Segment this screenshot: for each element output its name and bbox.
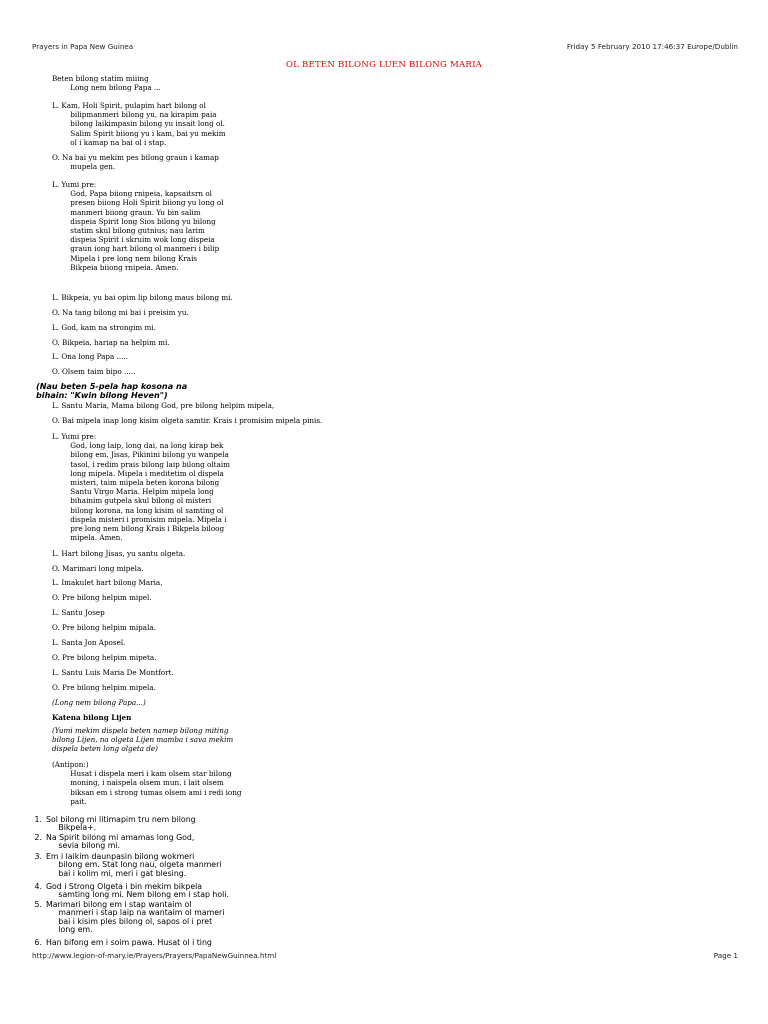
text-line: O. Bikpeia, hariap na helpim mi. (52, 338, 170, 347)
list-item-text: God i Strong Olgeta i bin mekim bikpela (46, 882, 203, 891)
text-line: God, long laip, long dai, na long kirap bek (52, 441, 224, 451)
text-line: Long nem bilong Papa ... (52, 83, 161, 93)
text-line: bihain: "Kwin bilong Heven") (36, 389, 168, 400)
text-line: long mipela. Mipela i meditetim ol dispela (52, 468, 224, 478)
text-line: Husat i dispela meri i kam olsem star bilong (52, 769, 232, 779)
list-item-number: 3. (34, 852, 42, 861)
text-line: L. Santa Jon Aposel. (52, 638, 126, 647)
list-item-number: 2. (34, 833, 42, 842)
text-line: (Nau beten 5-pela hap kosona na (36, 381, 188, 391)
text-line: L. God, kam na strongim mi. (52, 323, 156, 332)
list-item-text: sevia bilong mi. (46, 841, 120, 851)
list-item (28, 853, 328, 878)
text-line: ol i kamap na bai ol i stap. (52, 137, 167, 147)
text-line: biksan em i strong tumas olsem ami i redi iong (52, 787, 242, 797)
list-item-text: Han bifong em i soim pawa. Husat ol i ting (46, 938, 212, 947)
text-line: L. Santu Luis Maria De Montfort. (52, 668, 174, 677)
text-line: L. Santu Josep (52, 608, 105, 617)
list-item (28, 883, 328, 900)
text-line: pait. (52, 796, 87, 806)
text-line: L. Santu Maria, Mama bilong God, pre bilong helpim mipela, (52, 401, 275, 410)
text-line: dispela misteri i promisim mipela. Mipela i (52, 514, 227, 524)
header-page-title: Prayers in Papa New Guinea (32, 42, 134, 51)
text-line: L. Ona long Papa ..... (52, 352, 128, 361)
text-line: dispela beten long olgeta de) (52, 744, 158, 754)
list-item-number: 4. (34, 882, 42, 891)
list-item (28, 816, 328, 833)
header-timestamp: Friday 5 February 2010 17:46:37 Europe/Dublin (566, 42, 738, 51)
text-line: misteri, taim mipela beten korona bilong (52, 478, 220, 487)
text-line: bilong em, Jisas, Pikinini bilong yu wanpela (52, 450, 229, 460)
list-item-text: samting long mi. Nem bilong em i stap holi. (46, 890, 229, 900)
text-line: Salim Spirit biiong yu i kam, bai yu mekim (52, 128, 226, 138)
text-line: O. Pre bilong helpim mipela. (52, 683, 156, 692)
text-line: L. Hart bilong Jisas, yu santu olgeta. (52, 549, 186, 558)
list-item-text: Marimari bilong em i stap wantaim ol (46, 900, 192, 909)
list-item-text: Em i laikim daunpasin bilong wokmeri (46, 852, 195, 861)
text-line: O. Pre bilong helpim mipala. (52, 623, 156, 632)
text-line: L. Yumi pre: (52, 432, 97, 441)
text-line: L. Imakulet hart bilong Maria, (52, 578, 163, 587)
text-line: tasol, i redim prais bilong laip bilong oltaim (52, 459, 230, 469)
text-line: L. Bikpeia, yu bai opim lip bilong maus bilong mi. (52, 293, 233, 302)
text-line: dispeia Spirit long Sios bilong yu bilong (52, 216, 216, 226)
text-line: L. Kam, Holi Spirit, pulapim hart bilong ol (52, 101, 206, 110)
text-line: bilong korona, na long kisim ol samting ol (52, 505, 224, 515)
list-item (28, 901, 328, 934)
list-item-text: bai i kolim mi, meri i gat blesing. (46, 868, 187, 878)
text-line: Beten bilong statim miiing (52, 74, 149, 83)
text-line: O. Bai mipela inap long kisim olgeta samtir. Krais i promisim mipela pinis. (52, 416, 323, 425)
text-line: presen biiong Holi Spirit biiong yu long ol (52, 198, 224, 208)
text-line: bilong laikimpasin bilong yu insait long ol. (52, 119, 225, 129)
text-line: dispeia Spirit i skruim wok long dispeia (52, 235, 215, 245)
document-title: OL BETEN BILONG LUEN BILONG MARIA (285, 60, 483, 70)
text-line: (Antipon:) (52, 760, 89, 769)
text-line: O. Marimari long mipela. (52, 564, 144, 573)
list-item-text: Sol bilong mi litimapim tru nem bilong (46, 815, 196, 824)
list-item-text: bilong em. Stat long nau, olgeta manmeri (46, 860, 222, 870)
list-item (28, 834, 328, 851)
text-line: pre long nem bilong Krais i Bikpela biloog (52, 524, 225, 533)
list-item-text: manmeri i stap laip na wantaim ol mameri (46, 908, 225, 918)
text-line: manmeri biiong graun. Yu bin salim (52, 207, 201, 217)
text-line: (Yumi mekim dispela beten namep bilong miting (52, 726, 229, 735)
text-line: O. Olsem taim bipo ..... (52, 367, 136, 376)
text-line: bihainim gutpela skul bilong ol misteri (52, 496, 212, 506)
text-line: bilipmanmeri bilong yu, na kirapim paia (52, 110, 217, 120)
text-line: Mipela i pre long nem bilong Krais (52, 253, 198, 263)
list-item-number: 5. (34, 900, 42, 909)
list-item-text: Na Spirit bilong mi amamas long God, (46, 833, 195, 842)
text-line: graun iong hart bilong ol manmeri i bilip (52, 244, 220, 254)
text-line: L. Yumi pre: (52, 180, 97, 189)
text-line: Katena bilong Lijen (52, 713, 132, 722)
list-item-number: 1. (34, 815, 42, 824)
text-line: statim skul bilong gutnius; nau larim (52, 226, 205, 235)
text-line: mipela. Amen. (52, 533, 123, 543)
text-line: O. Pre bilong helpim mipeta. (52, 653, 157, 662)
list-item (28, 939, 328, 947)
list-item-text: bai i kisim ples bilong ol, sapos ol i pret (46, 916, 213, 926)
footer-url[interactable]: http://www.legion-of-mary.ie/Prayers/Prayers/PapaNewGuinnea.html (32, 951, 277, 960)
list-item-text: Bikpela+. (46, 823, 97, 833)
text-line: Santu Virgo Maria. Helpim mipela long (52, 487, 214, 497)
text-line: mupela gen. (52, 162, 116, 172)
text-line: O. Na tang bilong mi bai i preisim yu. (52, 308, 189, 317)
text-line: O. Na bai yu mekim pes bilong graun i kamap (52, 153, 219, 162)
text-line: bilong Lijen, na olgeta Lijen mamba i sava mekim (52, 735, 234, 745)
text-line: moning, i naispela olsem mun, i lait olsem (52, 778, 224, 788)
list-item-text: long em. (46, 924, 93, 934)
text-line: (Long nem bilong Papa...) (52, 698, 146, 707)
text-line: God, Papa biiong rnipeia, kapsaitsrn ol (52, 189, 212, 199)
list-item-number: 6. (34, 938, 42, 947)
footer-page-number: Page 1 (713, 951, 738, 960)
text-line: Bikpeia biiong rnipeia. Amen. (52, 262, 179, 272)
text-line: O. Pre bilong helpim mipel. (52, 593, 152, 602)
